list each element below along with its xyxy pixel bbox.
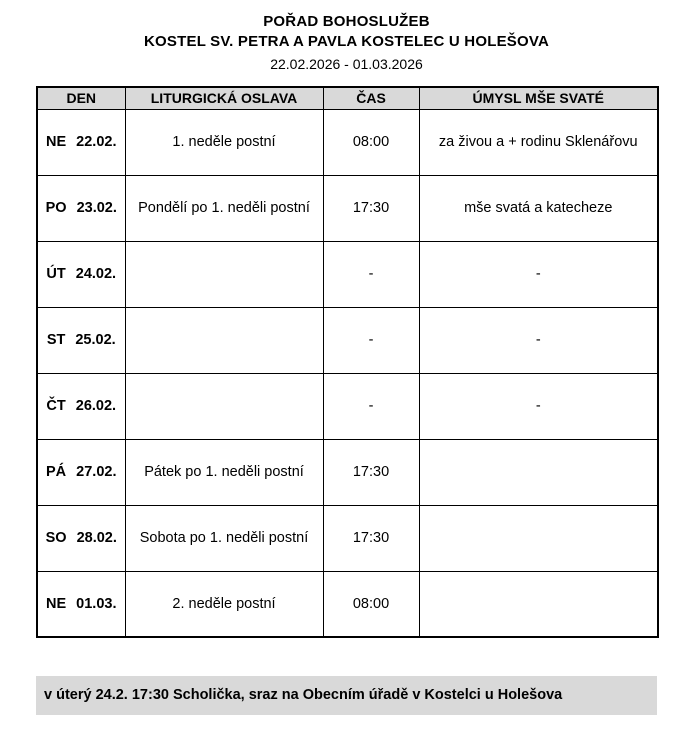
day-date: 01.03. [76, 595, 117, 612]
liturgy-cell: 2. neděle postní [125, 571, 323, 637]
day-date: 26.02. [75, 398, 117, 414]
day-wrap [46, 266, 116, 282]
church-name: KOSTEL SV. PETRA A PAVLA KOSTELEC U HOLEŠOVA [144, 33, 549, 50]
document-title: POŘAD BOHOSLUŽEB [263, 13, 430, 30]
column-header-den: DEN [37, 87, 125, 109]
day-date: 25.02. [75, 332, 116, 348]
table-row [37, 373, 658, 439]
day-cell [37, 373, 125, 439]
day-abbr: PO [45, 200, 67, 216]
liturgy-cell [125, 373, 323, 439]
table-row [37, 439, 658, 505]
column-header-umysl: ÚMYSL MŠE SVATÉ [419, 87, 658, 109]
time-cell: 17:30 [323, 175, 419, 241]
table-row [37, 571, 658, 637]
day-cell [37, 439, 125, 505]
intention-cell: - [419, 373, 658, 439]
day-date: 24.02. [75, 266, 117, 282]
day-cell [37, 571, 125, 637]
liturgy-cell: Sobota po 1. neděli postní [125, 505, 323, 571]
day-wrap [46, 530, 117, 546]
column-header-cas: ČAS [323, 87, 419, 109]
time-cell: - [323, 241, 419, 307]
day-abbr: SO [45, 530, 67, 546]
day-wrap [46, 134, 116, 150]
day-cell [37, 109, 125, 175]
document-header [0, 12, 693, 73]
intention-cell: - [419, 241, 658, 307]
day-date: 28.02. [76, 530, 117, 546]
table-row [37, 307, 658, 373]
time-cell: - [323, 373, 419, 439]
day-wrap [47, 332, 116, 348]
table-row [37, 241, 658, 307]
liturgy-cell: Pátek po 1. neděli postní [125, 439, 323, 505]
day-date: 27.02. [76, 464, 117, 480]
day-abbr: NE [46, 134, 67, 150]
intention-cell [419, 505, 658, 571]
day-abbr: ÚT [46, 266, 66, 282]
column-header-oslava: LITURGICKÁ OSLAVA [125, 87, 323, 109]
day-cell [37, 175, 125, 241]
liturgy-cell [125, 307, 323, 373]
intention-cell [419, 571, 658, 637]
time-cell: 08:00 [323, 571, 419, 637]
time-cell: 17:30 [323, 439, 419, 505]
table-row [37, 175, 658, 241]
liturgy-cell: Pondělí po 1. neděli postní [125, 175, 323, 241]
time-cell: - [323, 307, 419, 373]
table-header-row [37, 87, 658, 109]
day-abbr: NE [46, 595, 67, 612]
day-date: 23.02. [76, 200, 117, 216]
footer-note [36, 676, 657, 715]
date-range: 22.02.2026 - 01.03.2026 [270, 56, 423, 72]
day-abbr: ST [46, 332, 66, 348]
day-abbr: PÁ [46, 464, 67, 480]
day-cell [37, 307, 125, 373]
intention-cell: mše svatá a katecheze [419, 175, 658, 241]
intention-cell [419, 439, 658, 505]
day-date: 22.02. [76, 134, 117, 150]
time-cell: 08:00 [323, 109, 419, 175]
day-cell [37, 505, 125, 571]
day-cell [37, 241, 125, 307]
day-wrap [46, 464, 116, 480]
day-abbr: ČT [46, 398, 66, 414]
table-row [37, 109, 658, 175]
day-wrap [46, 200, 117, 216]
schedule-table [36, 86, 659, 638]
footer-note-text: v úterý 24.2. 17:30 Scholička, sraz na Obecním úřadě v Kostelci u Holešova [44, 687, 563, 703]
day-wrap [46, 398, 116, 414]
intention-cell: - [419, 307, 658, 373]
day-wrap [46, 596, 116, 612]
liturgy-cell [125, 241, 323, 307]
time-cell: 17:30 [323, 505, 419, 571]
intention-cell: za živou a + rodinu Sklenářovu [419, 109, 658, 175]
table-row [37, 505, 658, 571]
liturgy-cell: 1. neděle postní [125, 109, 323, 175]
